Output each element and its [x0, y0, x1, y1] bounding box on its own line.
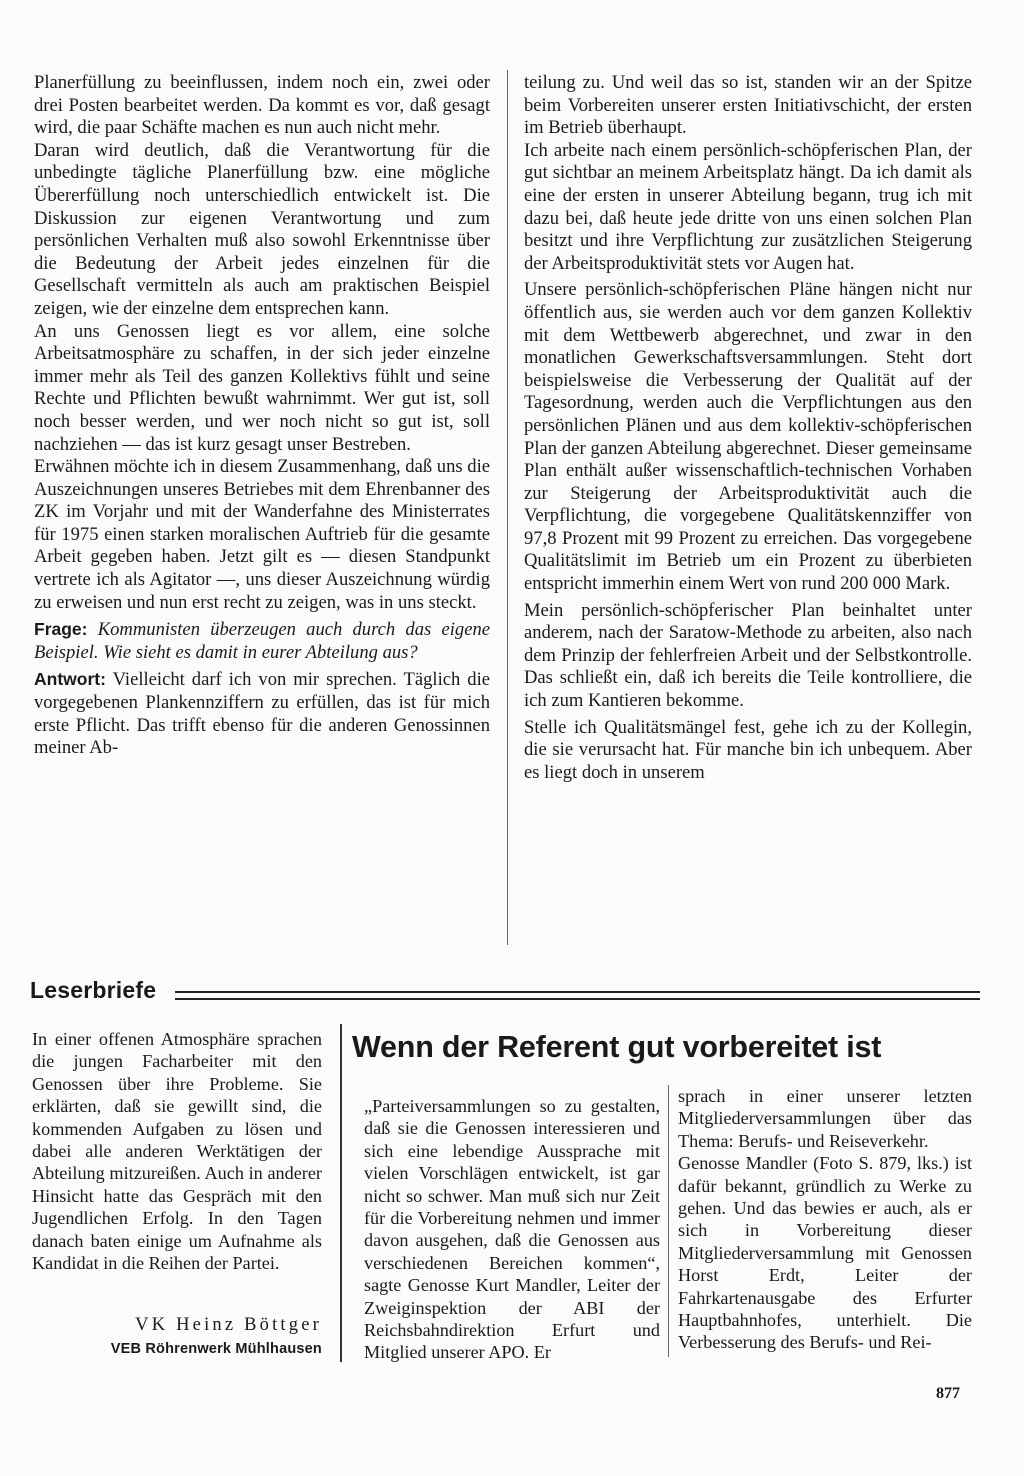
left-text-column	[34, 72, 490, 760]
section-header	[30, 976, 980, 1006]
article-side-bar	[340, 1024, 342, 1362]
paragraph: An uns Genossen liegt es vor allem, eine solche Arbeitsatmosphäre zu schaffen, in der sich jeder einzelne immer mehr als Teil des ganzen Kollektivs fühlt und seine Rechte und Pflichten bewußt wahrnimmt. Wer gut ist, soll noch besser werden, und wer noch nicht so gut ist, soll nachziehen — das ist kurz gesagt unser Bestreben.	[34, 320, 490, 455]
article-title: Wenn der Referent gut vorbereitet ist	[352, 1030, 882, 1064]
answer-text: Vielleicht darf ich von mir sprechen. Täglich die vorgegebenen Plankennziffern zu erfüllen, das ist für mich erste Pflicht. Das trifft ebenso für die anderen Genossinnen meiner Ab-	[34, 669, 490, 759]
article-column-divider	[668, 1085, 669, 1357]
article-column-1	[364, 1095, 660, 1364]
question-paragraph	[34, 618, 490, 664]
paragraph: Planerfüllung zu beeinflussen, indem noch ein, zwei oder drei Posten bearbeitet werden. Da kommt es vor, daß gesagt wird, die paar Schäfte machen es nun auch nicht mehr.	[34, 72, 490, 139]
column-divider	[507, 70, 508, 945]
reader-letter	[32, 1028, 322, 1274]
article-paragraph: sprach in einer unserer letzten Mitgliederversammlungen über das Thema: Berufs- und Reiseverkehr.	[678, 1086, 972, 1151]
answer-label: Antwort:	[34, 669, 106, 690]
paragraph: Ich arbeite nach einem persönlich-schöpferischen Plan, der gut sichtbar an meinem Arbeitsplatz hängt. Da ich damit als eine der ersten in unserer Abteilung begann, trug ich mit dazu bei, daß heute jede dritte von uns einen solchen Plan besitzt und ihre Verpflichtung zur zusätzlichen Steigerung der Arbeitsproduktivität stets vor Augen hat.	[524, 139, 972, 274]
paragraph: Daran wird deutlich, daß die Verantwortung für die unbedingte tägliche Planerfüllung bzw. eine mögliche Übererfüllung noch unterschiedlich entwickelt ist. Die Diskussion zur eigenen Verantwortung und zum persönlichen Verhalten muß also sowohl Erkenntnisse über die Bedeutung der Arbeit jedes einzelnen für die Gesellschaft vermitteln als auch am praktischen Beispiel zeigen, wie der einzelne dem entsprechen kann.	[34, 139, 490, 319]
question-label: Frage:	[34, 619, 88, 640]
letter-signature	[32, 1313, 322, 1361]
answer-paragraph	[34, 668, 490, 759]
paragraph: Mein persönlich-schöpferischer Plan beinhaltet unter anderem, nach der Saratow-Methode zu arbeiten, also nach dem Prinzip der fehlerfreien Arbeit und der Selbstkontrolle. Das schließt ein, daß ich bereits die Teile kontrolliere, die ich zum Kantieren bekomme.	[524, 599, 972, 712]
letter-text: In einer offenen Atmosphäre sprachen die jungen Facharbeiter mit den Genossen über ihre Probleme. Sie erklärten, daß sie gewillt sind, die kommenden Aufgaben zu lösen und dabei alle anderen Werktätigen der Abteilung mitzureißen. Auch in anderer Hinsicht hatte das Gespräch mit den Jugendlichen Erfolg. In den Tagen danach baten einige um Aufnahme als Kandidat in die Reihen der Partei.	[32, 1029, 322, 1274]
signature-organization: VEB Röhrenwerk Mühlhausen	[110, 1341, 322, 1357]
section-rule	[175, 991, 980, 1000]
article-column-2	[678, 1085, 972, 1354]
paragraph: Unsere persönlich-schöpferischen Pläne hängen nicht nur öffentlich aus, sie werden auch vor dem ganzen Kollektiv mit dem Wettbewerb abgerechnet, und zwar in den monatlichen Gewerkschaftsversammlungen. Steht dort beispielsweise die Verbesserung der Qualität auf der Tagesordnung, werden auch die Verpflichtungen aus den persönlichen Plänen und aus dem kollektiv-schöpferischen Plan der ganzen Abteilung abgerechnet. Dieser gemeinsame Plan enthält außer wissenschaftlich-technischen Vorhaben zur Steigerung der Arbeitsproduktivität auch die Verpflichtung, die vorgegebene Qualitätskennziffer von 97,8 Prozent mit 99 Prozent zu erreichen. Das vorgegebene Qualitätslimit im Betrieb um ein Prozent zu überbieten entspricht immerhin einem Wert von rund 200 000 Mark.	[524, 279, 972, 595]
paragraph: teilung zu. Und weil das so ist, standen wir an der Spitze beim Vorbereiten unserer ersten Initiativschicht, der ersten im Betrieb überhaupt.	[524, 72, 972, 139]
article-paragraph: „Parteiversammlungen so zu gestalten, daß sie die Genossen interessieren und sich eine lebendige Aussprache mit vielen Vorschlägen entwickelt, ist gar nicht so schwer. Man muß sich nur Zeit für die Vorbereitung nehmen und immer davon ausgehen, daß die Genossen aus verschiedenen Bereichen kommen“, sagte Genosse Kurt Mandler, Leiter der Zweiginspektion der ABI der Reichsbahndirektion Erfurt und Mitglied unserer APO. Er	[364, 1096, 660, 1363]
paragraph: Erwähnen möchte ich in diesem Zusammenhang, daß uns die Auszeichnungen unseres Betriebes mit dem Ehrenbanner des ZK im Vorjahr und mit der Wanderfahne des Ministerrates für 1975 einen starken moralischen Auftrieb für die gesamte Arbeit gegeben haben. Jetzt gilt es — diesen Standpunkt vertrete ich als Agitator —, uns dieser Auszeichnung würdig zu erweisen und nun erst recht zu zeigen, was in uns steckt.	[34, 456, 490, 613]
page-number: 877	[936, 1385, 960, 1402]
article-paragraph: Genosse Mandler (Foto S. 879, lks.) ist dafür bekannt, gründlich zu Werke zu gehen. Und das bewies er auch, als er sich in Vorbereitung dieser Mitgliederversammlung mit Genossen Horst Erdt, Leiter der Fahrkartenausgabe des Erfurter Hauptbahnhofes, unterhielt. Die Verbesserung des Berufs- und Rei-	[678, 1153, 972, 1353]
section-title: Leserbriefe	[30, 977, 157, 1003]
paragraph: Stelle ich Qualitätsmängel fest, gehe ich zu der Kollegin, die sie verursacht hat. Für manche bin ich unbequem. Aber es liegt doch in unserem	[524, 716, 972, 783]
signature-name: VK Heinz Böttger	[135, 1315, 322, 1335]
right-text-column	[524, 72, 972, 784]
question-text: Kommunisten überzeugen auch durch das eigene Beispiel. Wie sieht es damit in eurer Abteilung aus?	[34, 619, 490, 663]
